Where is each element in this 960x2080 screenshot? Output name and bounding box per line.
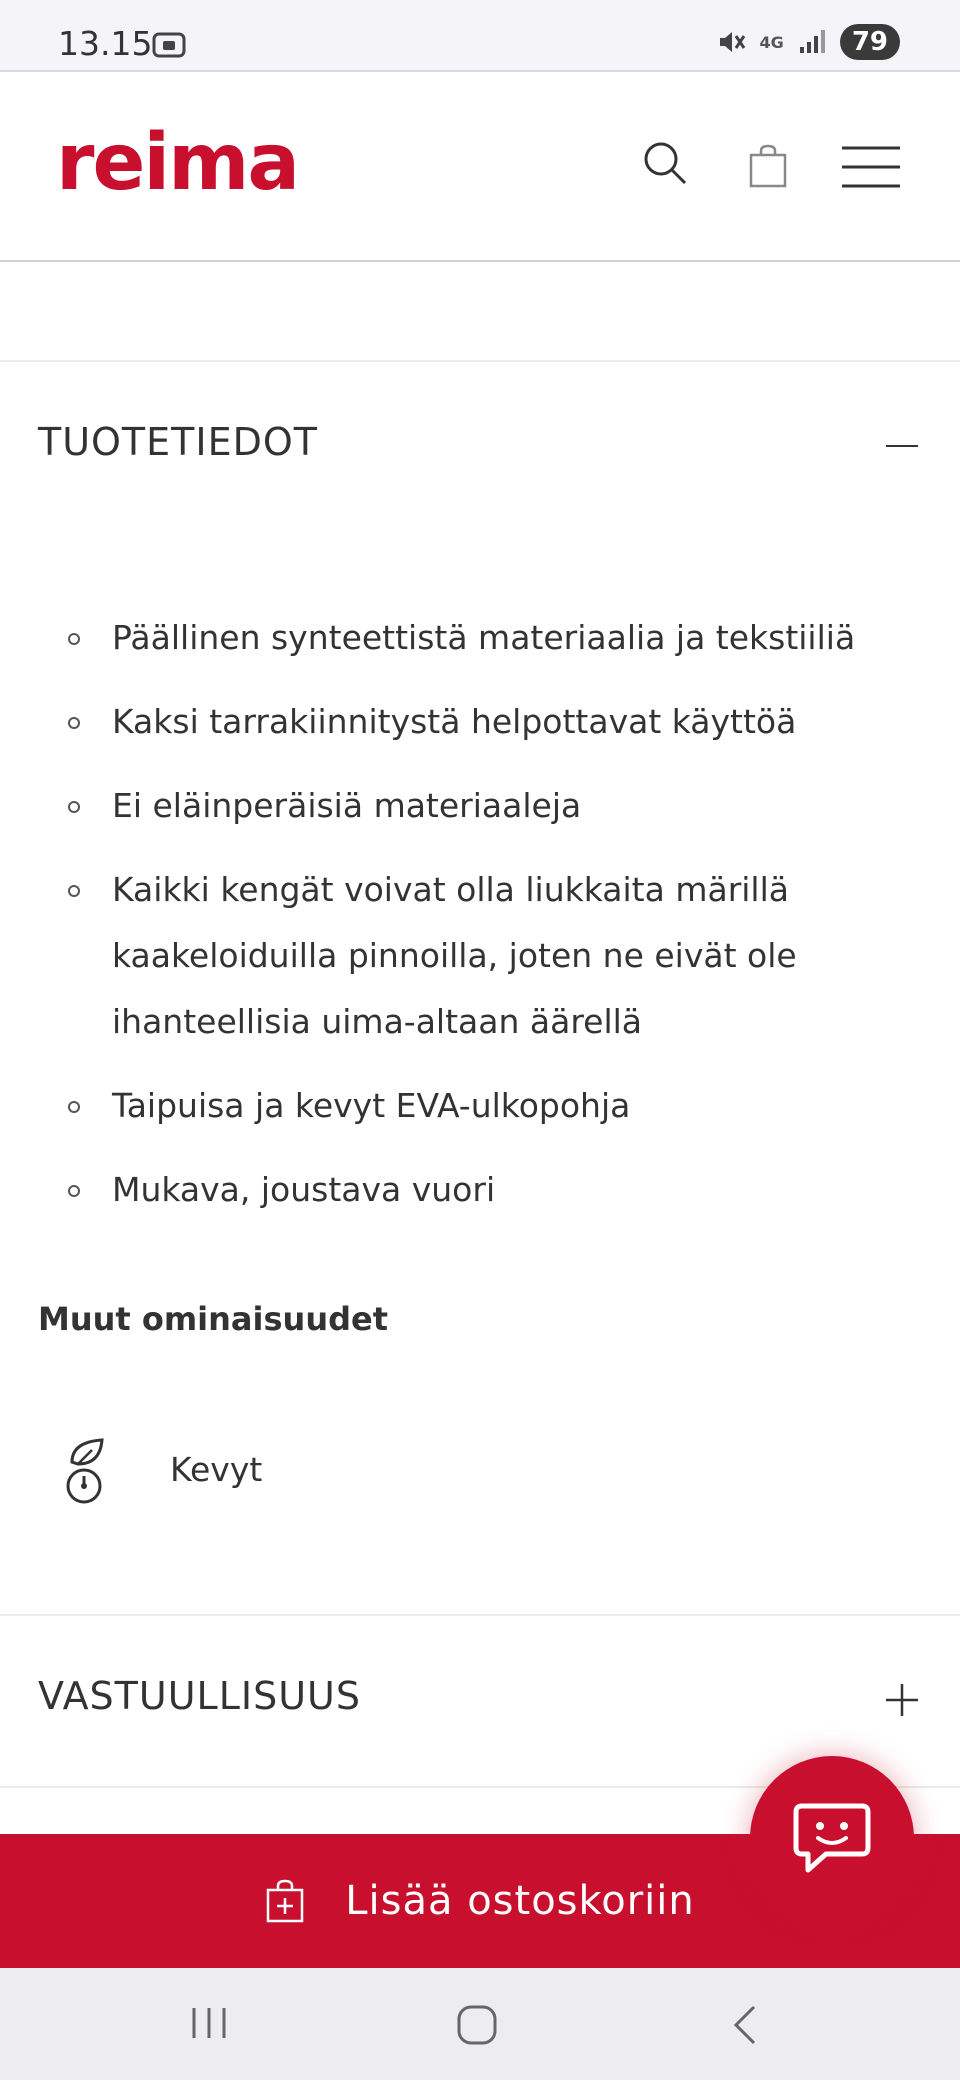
chat-icon — [792, 1800, 872, 1876]
battery-indicator: 79 — [840, 24, 900, 60]
search-icon[interactable] — [642, 140, 688, 186]
bullet-icon — [68, 1185, 80, 1197]
property-label: Kevyt — [170, 1450, 263, 1489]
site-header — [0, 74, 960, 262]
status-indicators — [716, 22, 900, 62]
bullet-icon — [68, 885, 80, 897]
bullet-icon — [68, 801, 80, 813]
brand-logo[interactable]: reima — [56, 118, 299, 208]
back-icon[interactable] — [730, 2004, 760, 2046]
home-icon[interactable] — [456, 2004, 498, 2046]
section-divider — [0, 360, 960, 362]
lightweight-icon — [62, 1436, 108, 1506]
feature-list — [0, 605, 960, 1241]
other-features-heading: Muut ominaisuudet — [38, 1300, 388, 1338]
feature-text: Päällinen synteettistä materiaalia ja tekstiiliä — [112, 618, 856, 657]
recent-apps-icon[interactable] — [190, 2004, 228, 2042]
section-title-responsibility[interactable]: VASTUULLISUUS — [38, 1674, 361, 1718]
list-item — [0, 773, 960, 839]
feature-text: Kaikki kengät voivat olla liukkaita märillä kaakeloiduilla pinnoilla, joten ne eivät ole ihanteellisia uima-altaan äärellä — [112, 870, 797, 1041]
hamburger-menu-icon[interactable] — [842, 146, 900, 188]
bullet-icon — [68, 633, 80, 645]
chat-button[interactable] — [750, 1756, 914, 1920]
list-item — [0, 605, 960, 671]
add-to-cart-label: Lisää ostoskoriin — [345, 1878, 695, 1924]
minus-icon[interactable] — [884, 428, 920, 464]
screen-record-icon — [152, 30, 186, 60]
section-title-product-info[interactable]: TUOTETIEDOT — [38, 420, 318, 464]
list-item — [0, 857, 960, 1055]
feature-text: Ei eläinperäisiä materiaaleja — [112, 786, 582, 825]
mute-icon — [716, 27, 746, 57]
plus-icon[interactable] — [884, 1682, 920, 1718]
feature-text: Kaksi tarrakiinnitystä helpottavat käyttöä — [112, 702, 797, 741]
network-type: 4G — [759, 32, 784, 52]
signal-icon — [798, 29, 826, 55]
bullet-icon — [68, 1101, 80, 1113]
feature-text: Taipuisa ja kevyt EVA-ulkopohja — [112, 1086, 631, 1125]
bullet-icon — [68, 717, 80, 729]
add-to-bag-icon — [265, 1878, 305, 1924]
status-time: 13.15 — [58, 24, 153, 63]
section-divider — [0, 1614, 960, 1616]
system-nav-bar — [0, 1968, 960, 2080]
shopping-bag-icon[interactable] — [748, 144, 788, 188]
feature-text: Mukava, joustava vuori — [112, 1170, 496, 1209]
status-bar — [0, 0, 960, 72]
list-item — [0, 1157, 960, 1223]
list-item — [0, 689, 960, 755]
list-item — [0, 1073, 960, 1139]
